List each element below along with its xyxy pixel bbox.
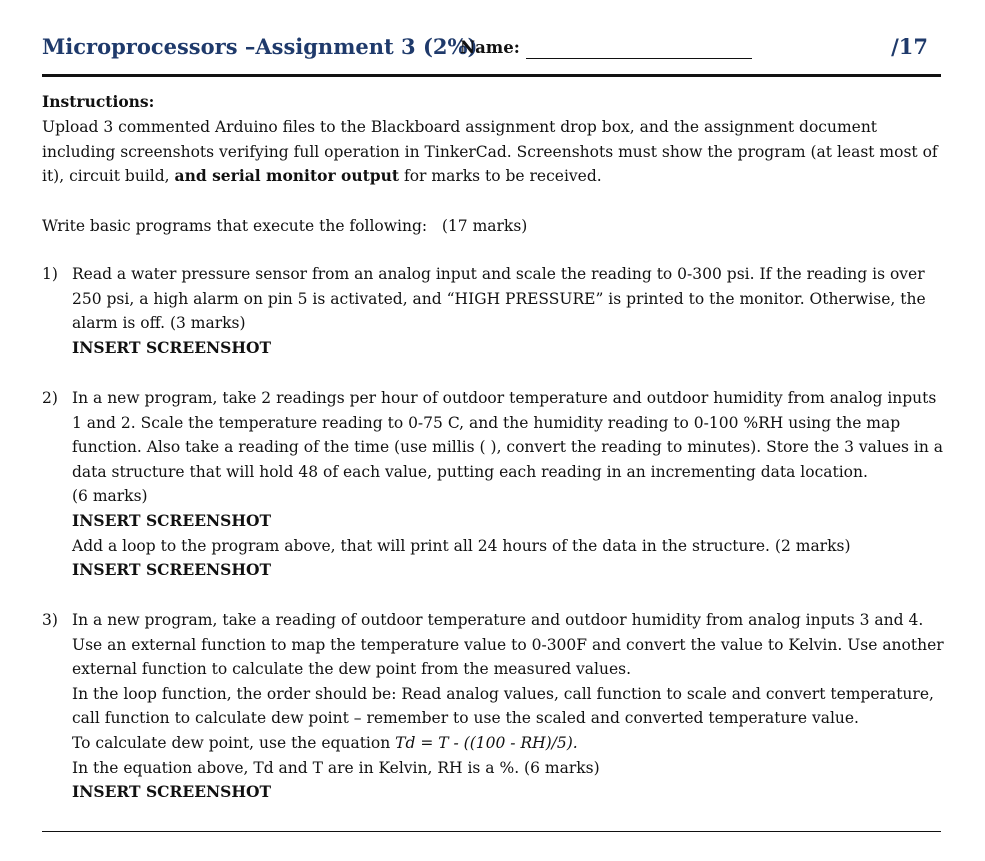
question-2-insert-screenshot-2: INSERT SCREENSHOT: [72, 560, 272, 580]
question-2-line-2: 1 and 2. Scale the temperature reading to 0-75 C, and the humidity reading to 0-100 %RH using the map: [72, 413, 901, 432]
dew-point-equation: Td = T - ((100 - RH)/5).: [395, 733, 578, 752]
question-3-equation-line: [72, 731, 944, 756]
question-2-insert-screenshot-1: INSERT SCREENSHOT: [72, 510, 272, 530]
instructions-line-1: Upload 3 commented Arduino files to the Blackboard assignment drop box, and the assignment document: [42, 118, 878, 136]
instructions-line-2: including screenshots verifying full operation in TinkerCad. Screenshots must show the program (at least most of: [42, 143, 938, 161]
intro-line: [42, 214, 527, 239]
question-2-line-3: function. Also take a reading of the time (use millis ( ), convert the reading to minutes). Store the 3 values in a: [72, 438, 944, 457]
question-2-number: 2): [42, 389, 58, 407]
name-label: Name:: [460, 38, 520, 57]
question-1-number: 1): [42, 265, 58, 283]
question-2-line-5: (6 marks): [72, 487, 148, 506]
header-divider: [42, 74, 941, 77]
question-1-insert-screenshot: INSERT SCREENSHOT: [72, 337, 272, 357]
instructions-line-3-end: for marks to be received.: [403, 167, 602, 185]
footer-divider: [42, 831, 941, 832]
instructions-heading: Instructions:: [42, 92, 155, 111]
document-header: [42, 34, 942, 64]
question-2: [72, 386, 943, 583]
question-1-line-3: alarm is off. (3 marks): [72, 314, 246, 333]
question-3-equation-note: In the equation above, Td and T are in Kelvin, RH is a %. (6 marks): [72, 758, 600, 777]
question-2-line-4: data structure that will hold 48 of each value, putting each reading in an incrementing data location.: [72, 462, 868, 481]
question-3-insert-screenshot: INSERT SCREENSHOT: [72, 782, 272, 802]
question-2-loop-line: Add a loop to the program above, that will print all 24 hours of the data in the structure. (2 marks): [72, 536, 851, 555]
question-3: [72, 608, 944, 805]
total-score: /17: [891, 34, 928, 59]
intro-text: Write basic programs that execute the following:: [42, 217, 428, 235]
equation-prefix: To calculate dew point, use the equation: [72, 733, 391, 752]
assignment-title: Microprocessors –Assignment 3 (2%): [42, 34, 478, 59]
question-3-line-4: In the loop function, the order should be: Read analog values, call function to scale and convert temperature,: [72, 684, 934, 703]
name-blank-line: [526, 58, 752, 59]
question-3-line-2: Use an external function to map the temperature value to 0-300F and convert the value to Kelvin. Use another: [72, 635, 944, 654]
instructions-emphasis: and serial monitor output: [174, 166, 400, 185]
instructions-line-3: [42, 164, 602, 189]
question-1-line-2: 250 psi, a high alarm on pin 5 is activated, and “HIGH PRESSURE” is printed to the monitor. Otherwise, the: [72, 289, 926, 308]
question-3-line-5: call function to calculate dew point – remember to use the scaled and converted temperature value.: [72, 709, 859, 728]
instructions-line-3-start: it), circuit build,: [42, 167, 170, 185]
question-2-line-1: In a new program, take 2 readings per hour of outdoor temperature and outdoor humidity from analog inputs: [72, 389, 937, 407]
intro-marks: (17 marks): [441, 217, 528, 235]
question-1: [72, 262, 926, 360]
question-3-number: 3): [42, 611, 58, 629]
question-3-line-3: external function to calculate the dew point from the measured values.: [72, 660, 632, 679]
question-1-line-1: Read a water pressure sensor from an analog input and scale the reading to 0-300 psi. If the reading is over: [72, 265, 925, 283]
question-3-line-1: In a new program, take a reading of outdoor temperature and outdoor humidity from analog inputs 3 and 4.: [72, 611, 924, 629]
